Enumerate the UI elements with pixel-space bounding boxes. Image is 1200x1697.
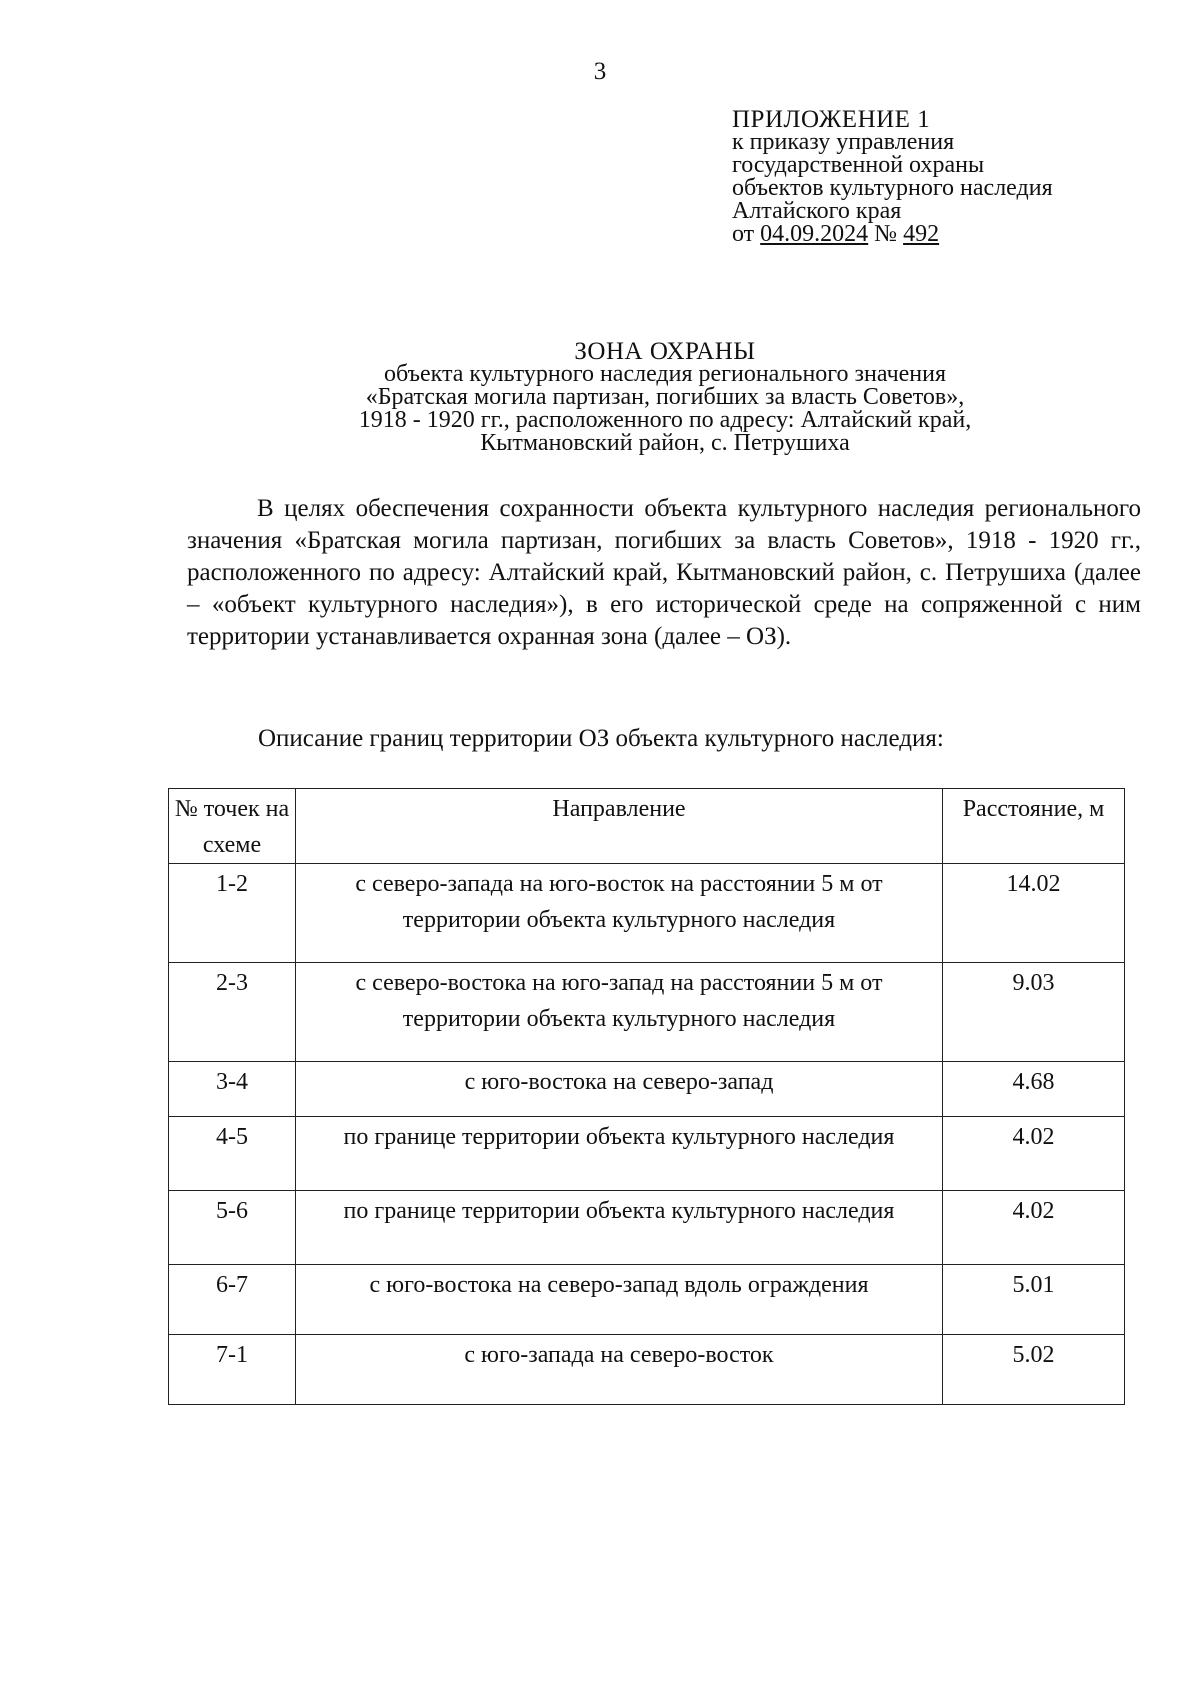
- zone-line: объекта культурного наследия регионального значения: [383, 361, 947, 387]
- header-points: № точек на схеме: [169, 789, 296, 864]
- table-row: [169, 1062, 1125, 1117]
- cell-direction: по границе территории объекта культурного наследия: [296, 1117, 943, 1191]
- cell-direction: с северо-востока на юго-запад на расстоянии 5 м от территории объекта культурного наследия: [296, 963, 943, 1062]
- cell-points: 7-1: [169, 1335, 296, 1405]
- table-caption: Описание границ территории ОЗ объекта культурного наследия:: [258, 725, 944, 752]
- cell-direction: с юго-запада на северо-восток: [296, 1335, 943, 1405]
- zone-line: 1918 - 1920 гг., расположенного по адресу: Алтайский край,: [358, 407, 972, 433]
- table-row: [169, 1335, 1125, 1405]
- cell-direction: с северо-запада на юго-восток на расстоянии 5 м от территории объекта культурного наследия: [296, 864, 943, 963]
- cell-direction: с юго-востока на северо-запад: [296, 1062, 943, 1117]
- cell-direction: по границе территории объекта культурного наследия: [296, 1191, 943, 1265]
- cell-distance: 4.02: [943, 1117, 1125, 1191]
- cell-distance: 4.02: [943, 1191, 1125, 1265]
- cell-distance: 14.02: [943, 864, 1125, 963]
- main-paragraph: [187, 493, 1141, 653]
- table-row: [169, 864, 1125, 963]
- cell-distance: 5.01: [943, 1265, 1125, 1335]
- table-row: [169, 1191, 1125, 1265]
- appendix-line: Алтайского края: [732, 198, 902, 224]
- zone-line: Кытмановский район, с. Петрушиха: [480, 430, 850, 456]
- zone-title: ЗОНА ОХРАНЫ: [574, 338, 756, 365]
- header-distance: Расстояние, м: [943, 789, 1125, 864]
- order-date-line: [732, 223, 1053, 246]
- table-row: [169, 1117, 1125, 1191]
- number-sign: №: [874, 221, 898, 247]
- appendix-line: объектов культурного наследия: [732, 175, 1053, 201]
- table-body: [169, 789, 1125, 1405]
- cell-points: 2-3: [169, 963, 296, 1062]
- table-row: [169, 1265, 1125, 1335]
- cell-points: 3-4: [169, 1062, 296, 1117]
- boundary-table: [168, 788, 1125, 1405]
- appendix-line: государственной охраны: [732, 152, 985, 178]
- table-header-row: [169, 789, 1125, 864]
- page-number: 3: [593, 58, 607, 85]
- cell-points: 1-2: [169, 864, 296, 963]
- cell-points: 6-7: [169, 1265, 296, 1335]
- cell-points: 4-5: [169, 1117, 296, 1191]
- cell-direction: с юго-востока на северо-запад вдоль ограждения: [296, 1265, 943, 1335]
- zone-heading: [0, 340, 1200, 455]
- appendix-title: ПРИЛОЖЕНИЕ 1: [732, 106, 931, 133]
- table-row: [169, 963, 1125, 1062]
- zone-line: «Братская могила партизан, погибших за власть Советов»,: [365, 384, 965, 410]
- order-date: 04.09.2024: [760, 221, 869, 247]
- cell-points: 5-6: [169, 1191, 296, 1265]
- appendix-line: к приказу управления: [732, 129, 955, 155]
- cell-distance: 4.68: [943, 1062, 1125, 1117]
- cell-distance: 9.03: [943, 963, 1125, 1062]
- paragraph-text: В целях обеспечения сохранности объекта культурного наследия регионального значения «Братская могила партизан, погибших за власть Советов», 1918 - 1920 гг., расположенного по адресу: Алтайский край, Кытмановский район, с. Петрушиха (далее – «объект культурного наследия»), в его исторической среде на сопряженной с ним территории устанавливается охранная зона (далее – ОЗ).: [187, 495, 1141, 650]
- header-direction: Направление: [296, 789, 943, 864]
- date-prefix: от: [732, 221, 755, 247]
- cell-distance: 5.02: [943, 1335, 1125, 1405]
- order-number: 492: [903, 221, 940, 247]
- appendix-header: [732, 108, 1053, 246]
